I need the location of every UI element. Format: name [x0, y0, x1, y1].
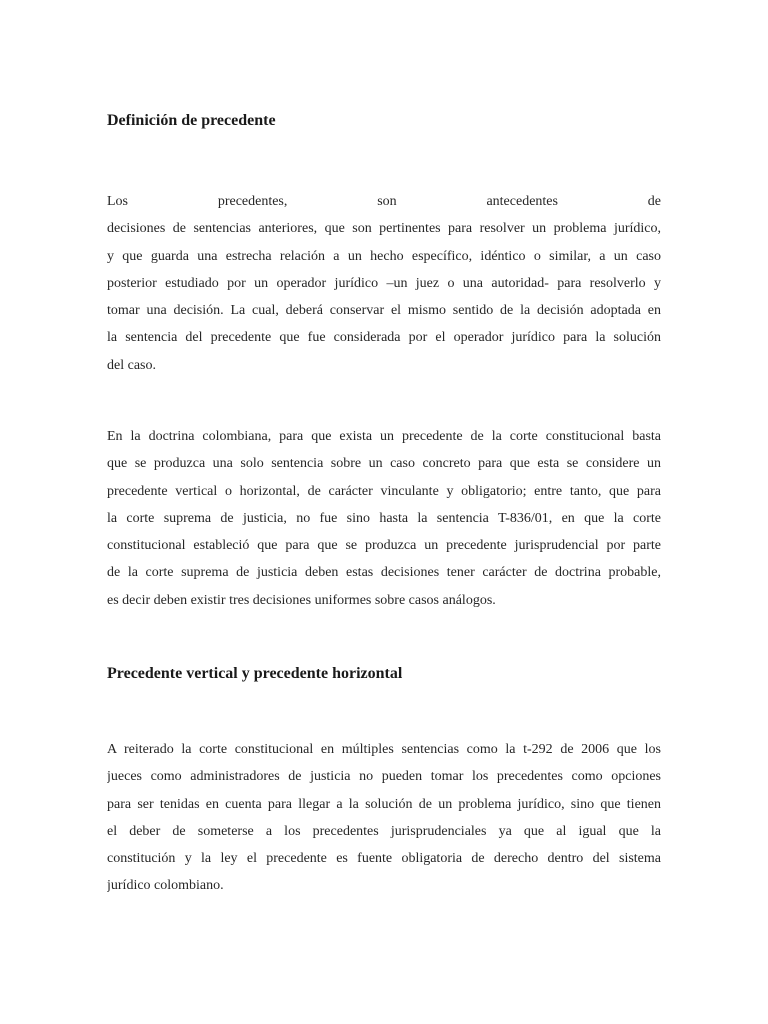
- paragraph-line: jueces como administradores de justicia no pueden tomar los precedentes como opciones: [107, 769, 661, 785]
- paragraph-line: Los precedentes, son antecedentes de: [107, 194, 661, 209]
- paragraph-line: A reiterado la corte constitucional en múltiples sentencias como la t-292 de 2006 que los: [107, 742, 661, 757]
- paragraph-line: constitución y la ley el precedente es fuente obligatoria de derecho dentro del sistema: [107, 851, 661, 867]
- paragraph-line: el deber de someterse a los precedentes jurisprudenciales ya que al igual que la: [107, 823, 661, 839]
- paragraph-line: jurídico colombiano.: [107, 878, 224, 894]
- paragraph-line: la corte suprema de justicia, no fue sino hasta la sentencia T-836/01, en que la corte: [107, 510, 661, 526]
- paragraph-line: del caso.: [107, 357, 156, 373]
- paragraph-line: y que guarda una estrecha relación a un hecho específico, idéntico o similar, a un caso: [107, 248, 661, 264]
- paragraph-line: decisiones de sentencias anteriores, que son pertinentes para resolver un problema jurídico,: [107, 221, 661, 237]
- paragraph-line: para ser tenidas en cuenta para llegar a la solución de un problema jurídico, sino que tienen: [107, 796, 661, 812]
- paragraph-line: tomar una decisión. La cual, deberá conservar el mismo sentido de la decisión adoptada en: [107, 303, 661, 319]
- heading-definicion-de-precedente: Definición de precedente: [107, 112, 276, 129]
- paragraph-line: precedente vertical o horizontal, de carácter vinculante y obligatorio; entre tanto, que para: [107, 483, 661, 499]
- paragraph-line: que se produzca una solo sentencia sobre un caso concreto para que esta se considere un: [107, 456, 661, 472]
- paragraph-line: constitucional estableció que para que se produzca un precedente jurisprudencial por parte: [107, 538, 661, 554]
- paragraph-definicion: [107, 188, 661, 379]
- paragraph-line: En la doctrina colombiana, para que exista un precedente de la corte constitucional basta: [107, 429, 661, 444]
- paragraph-doctrina-colombiana: [107, 423, 661, 614]
- paragraph-reiterado: [107, 736, 661, 900]
- paragraph-line: de la corte suprema de justicia deben estas decisiones tener carácter de doctrina probable,: [107, 565, 661, 581]
- paragraph-line: la sentencia del precedente que fue considerada por el operador jurídico para la solución: [107, 330, 661, 346]
- paragraph-line: es decir deben existir tres decisiones uniformes sobre casos análogos.: [107, 592, 496, 608]
- heading-precedente-vertical-horizontal: Precedente vertical y precedente horizontal: [107, 665, 403, 682]
- paragraph-line: posterior estudiado por un operador jurídico –un juez o una autoridad- para resolverlo y: [107, 275, 661, 291]
